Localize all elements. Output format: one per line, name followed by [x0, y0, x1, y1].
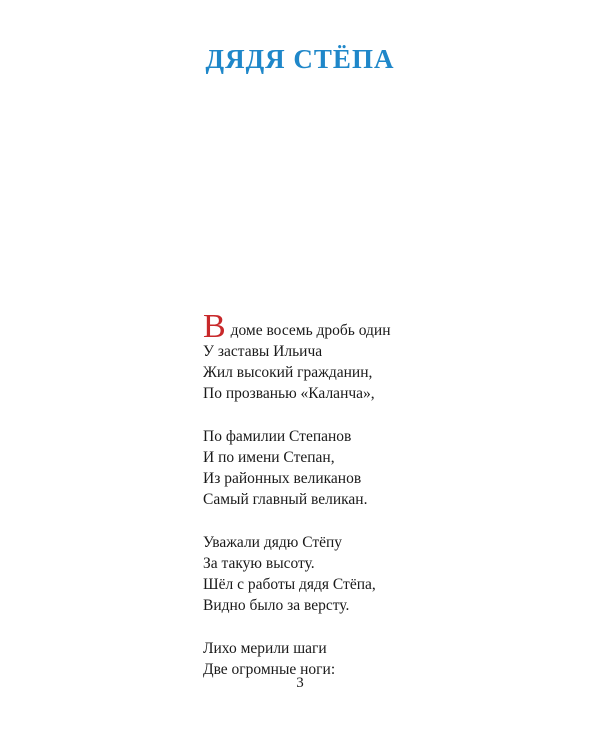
poem	[203, 308, 523, 702]
poem-line: Уважали дядю Стёпу	[203, 534, 343, 551]
poem-line: У заставы Ильича	[203, 343, 323, 360]
stanza-3	[203, 532, 523, 616]
poem-line: За такую высоту.	[203, 555, 315, 572]
first-line-text: доме восемь дробь один	[226, 322, 391, 339]
stanza-1	[203, 308, 523, 404]
poem-line: Лихо мерили шаги	[203, 640, 327, 657]
poem-line: Две огромные ноги:	[203, 661, 336, 678]
poem-line: По прозванью «Каланча»,	[203, 385, 375, 402]
drop-cap: В	[203, 308, 226, 345]
stanza-4	[203, 638, 523, 680]
poem-line: Шёл с работы дядя Стёпа,	[203, 576, 376, 593]
poem-line: И по имени Степан,	[203, 449, 335, 466]
stanza-2	[203, 426, 523, 510]
poem-line: Самый главный великан.	[203, 491, 368, 508]
page-title: ДЯДЯ СТЁПА	[205, 44, 395, 74]
poem-line: Из районных великанов	[203, 470, 362, 487]
poem-line: По фамилии Степанов	[203, 428, 352, 445]
poem-first-line	[203, 308, 523, 345]
poem-line: Видно было за версту.	[203, 597, 350, 614]
poem-line: Жил высокий гражданин,	[203, 364, 373, 381]
page-number: 3	[296, 675, 304, 691]
